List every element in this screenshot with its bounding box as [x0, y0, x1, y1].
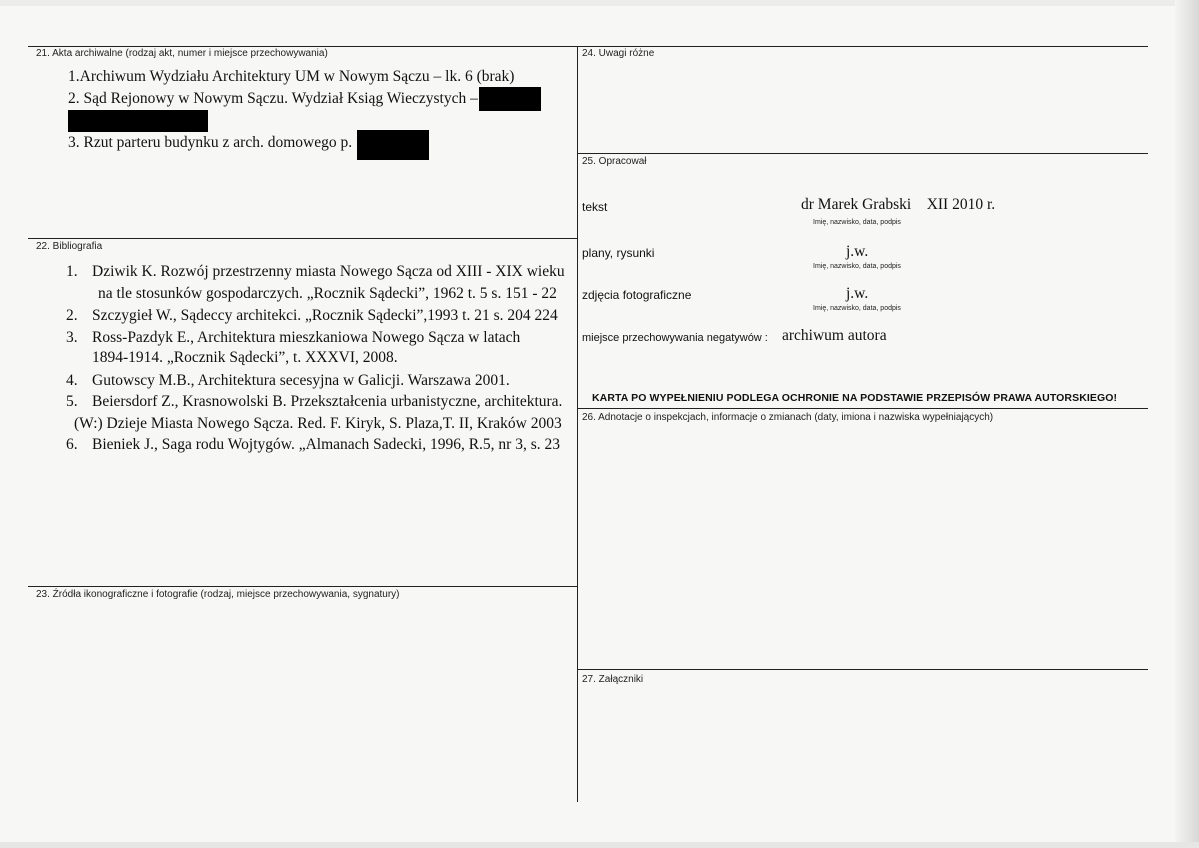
section-21-line-2: 2. Sąd Rejonowy w Nowym Sączu. Wydział Ksiąg Wieczystych – — [68, 90, 478, 107]
credit-row-value: dr Marek Grabski XII 2010 r. — [801, 196, 996, 213]
rule-21-22 — [28, 238, 577, 239]
negatives-label: miejsce przechowywania negatywów : — [582, 332, 768, 344]
credit-row-value: j.w. — [846, 243, 869, 260]
credit-row-hint: Imię, nazwisko, data, podpis — [813, 263, 901, 270]
section-24-label: 24. Uwagi różne — [582, 48, 655, 59]
section-23-label: 23. Źródła ikonograficzne i fotografie (rodzaj, miejsce przechowywania, sygnatury) — [36, 589, 400, 600]
bib-entry-text: Gutowscy M.B., Architektura secesyjna w Galicji. Warszawa 2001. — [92, 372, 510, 389]
bib-entry-number: 5. — [66, 393, 78, 410]
bib-entry-text: Dziwik K. Rozwój przestrzenny miasta Nowego Sącza od XIII - XIX wieku — [92, 263, 565, 280]
credit-row-hint: Imię, nazwisko, data, podpis — [813, 305, 901, 312]
bib-entry-number: 3. — [66, 329, 78, 346]
copyright-warning: KARTA PO WYPEŁNIENIU PODLEGA OCHRONIE NA PODSTAWIE PRZEPISÓW PRAWA AUTORSKIEGO! — [592, 392, 1118, 404]
rule-26-27 — [577, 669, 1148, 670]
redaction-block — [68, 110, 208, 132]
redaction-block — [479, 87, 541, 111]
bib-entry-text: 1894-1914. „Rocznik Sądecki”, t. XXXVI, 2008. — [92, 349, 398, 366]
rule-24-25 — [577, 153, 1148, 154]
bib-entry-number: 2. — [66, 307, 78, 324]
bib-entry-text: Beiersdorf Z., Krasnowolski B. Przekształcenia urbanistyczne, architektura. — [92, 393, 563, 410]
negatives-value: archiwum autora — [782, 327, 887, 344]
credit-row-hint: Imię, nazwisko, data, podpis — [813, 219, 901, 226]
section-27-label: 27. Załączniki — [582, 674, 644, 685]
bib-entry-text: (W:) Dzieje Miasta Nowego Sącza. Red. F. Kiryk, S. Plaza,T. II, Kraków 2003 — [74, 415, 562, 432]
rule-25-26 — [577, 408, 1148, 409]
credit-row-label: zdjęcia fotograficzne — [582, 288, 692, 302]
top-rule — [28, 46, 1148, 47]
bib-entry-number: 1. — [66, 263, 78, 280]
scan-right-edge — [1175, 0, 1199, 848]
section-25-label: 25. Opracował — [582, 156, 647, 167]
section-21-line-1: 1.Archiwum Wydziału Architektury UM w Nowym Sączu – lk. 6 (brak) — [68, 68, 515, 85]
bib-entry-text: Bieniek J., Saga rodu Wojtygów. „Almanach Sadecki, 1996, R.5, nr 3, s. 23 — [92, 436, 560, 453]
bib-entry-text: Szczygieł W., Sądeccy architekci. „Rocznik Sądecki”,1993 t. 21 s. 204 224 — [92, 307, 558, 324]
bib-entry-number: 6. — [66, 436, 78, 453]
rule-22-23 — [28, 586, 577, 587]
center-divider — [577, 46, 578, 802]
credit-row-label: plany, rysunki — [582, 246, 655, 260]
section-21-line-3: 3. Rzut parteru budynku z arch. domowego p. — [68, 134, 353, 151]
credit-row-value: j.w. — [846, 285, 869, 302]
section-22-label: 22. Bibliografia — [36, 241, 103, 252]
redaction-block — [357, 130, 429, 160]
section-26-label: 26. Adnotacje o inspekcjach, informacje o zmianach (daty, imiona i nazwiska wypełniających) — [582, 412, 994, 423]
credit-row-label: tekst — [582, 200, 608, 214]
bib-entry-text: na tle stosunków gospodarczych. „Rocznik Sądecki”, 1962 t. 5 s. 151 - 22 — [98, 285, 557, 302]
scan-top-edge — [0, 0, 1199, 6]
section-21-label: 21. Akta archiwalne (rodzaj akt, numer i miejsce przechowywania) — [36, 48, 328, 59]
bib-entry-text: Ross-Pazdyk E., Architektura mieszkaniowa Nowego Sącza w latach — [92, 329, 521, 346]
bib-entry-number: 4. — [66, 372, 78, 389]
scan-bottom-edge — [0, 842, 1199, 848]
